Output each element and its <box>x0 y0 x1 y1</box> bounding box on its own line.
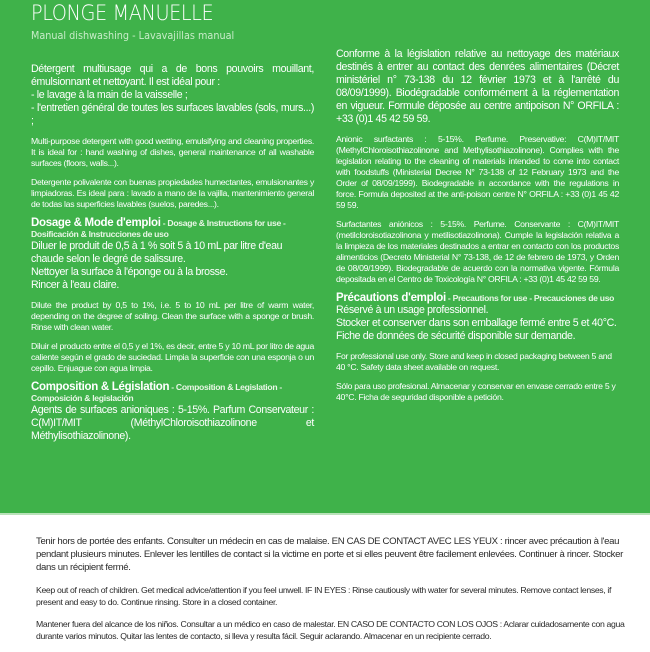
safety-es: Mantener fuera del alcance de los niños. Consultar a un médico en caso de malestar. EN CASO DE CONTACTO CON LOS OJOS : Aclarar cuidadosamente con agua durante varios minutos. Quitar las lentes de contacto, si lleva y resulta fácil. Seguir aclarando. Almacenar en un recipiente cerrado. <box>36 619 625 641</box>
safety-en: Keep out of reach of children. Get medical advice/attention if you feel unwell. IF IN EYES : Rinse cautiously with water for several minutes. Remove contact lenses, if present and easy to do. Continue rinsing. Store in a closed container. <box>36 585 612 607</box>
legislation-fr: Conforme à la législation relative au nettoyage des matériaux destinés à entrer au contact des denrées alimentaires (Décret ministériel n° 73-138 du 12 février 1973 et à l'arrêté du 08/09/1999). Biodégradable conformément à la réglementation en vigueur. Formule déposée au centre antipoison N° ORFILA : +33 (0)1 45 42 59 59. <box>336 48 619 125</box>
precautions-heading-fr: Précautions d'emploi <box>336 292 446 304</box>
precautions-heading-translations: - Precautions for use - Precauciones de uso <box>445 293 615 303</box>
precautions-fr-line: Fiche de données de sécurité disponible sur demande. <box>336 330 576 342</box>
dosage-fr <box>31 240 314 292</box>
dosage-heading <box>31 218 314 240</box>
composition-es: Surfactantes aniónicos : 5-15%. Perfume. Conservante : C(M)IT/MIT (metilcloroisotiazolinona y metilisotiazolinona). Cumple la legislación relativa a la limpieza de los materiales destinados a entrar en contacto con los productos alimenticios (Decreto Ministerial N° 73-138, de 12 de febrero de 1973, y Orden de 08/09/1999). Biodegradable de acuerdo con la normativa vigente. Fórmula depositada en el Centro de Toxicología N° ORFILA : +33 (0)1 45 42 59 59. <box>336 219 619 284</box>
dosage-fr-line: Nettoyer la surface à l'éponge ou à la brosse. <box>31 266 228 278</box>
dosage-heading-fr: Dosage & Mode d'emploi <box>31 217 161 229</box>
intro-fr <box>31 63 314 128</box>
precautions-heading <box>336 293 619 304</box>
dosage-es: Diluir el producto entre el 0,5 y el 1%, es decir, entre 5 y 10 mL por litro de agua caliente según el grado de suciedad. Limpia la superficie con una esponja o un cepillo. Enjuague con agua limpia. <box>31 341 314 373</box>
dosage-fr-line: Rincer à l'eau claire. <box>31 279 119 291</box>
composition-fr: Agents de surfaces anioniques : 5-15%. Parfum Conservateur : C(M)IT/MIT (MéthylChloroisothiazolinone et Méthylisothiazolinone). <box>31 404 314 442</box>
safety-fr: Tenir hors de portée des enfants. Consulter un médecin en cas de malaise. EN CAS DE CONTACT AVEC LES YEUX : rincer avec précaution à l'eau pendant plusieurs minutes. Enlever les lentilles de contact si la victime en porte et si elles peuvent être facilement enlevées. Continuer à rincer. Stocker dans un récipient fermé. <box>36 536 623 573</box>
dosage-en: Dilute the product by 0,5 to 1%, i.e. 5 to 10 mL per litre of warm water, depending on the degree of soiling. Clean the surface with a sponge or brush. Rinse with clean water. <box>31 300 314 332</box>
dosage-fr-line: Diluer le produit de 0,5 à 1 % soit 5 à 10 mL par litre d'eau chaude selon le degré de salissure. <box>31 240 283 265</box>
composition-heading-fr: Composition & Législation <box>31 381 170 393</box>
left-column <box>31 63 314 451</box>
intro-fr-bullet: - l'entretien général de toutes les surfaces lavables (sols, murs...) ; <box>31 102 314 127</box>
precautions-fr <box>336 304 619 343</box>
precautions-fr-line: Réservé à un usage professionnel. <box>336 304 489 316</box>
product-title: PLONGE MANUELLE <box>31 1 214 25</box>
precautions-en: For professional use only. Store and keep in closed packaging between 5 and 40 °C. Safety data sheet available on request. <box>336 351 612 372</box>
intro-fr-bullet: - le lavage à la main de la vaisselle ; <box>31 89 188 101</box>
intro-en: Multi-purpose detergent with good wetting, emulsifying and cleaning properties. It is ideal for : hand washing of dishes, general maintenance of all washable surfaces (floors, walls...). <box>31 136 314 168</box>
composition-en: Anionic surfactants : 5-15%. Perfume. Preservative: C(M)IT/MIT (MethylChloroisothiazolinone and Methylisothiazolinone). Complies with the legislation relating to the cleaning of materials intended to come into contact with foodstuffs (Ministerial Decree N° 73-138 of 12 February 1973 and the Order of 08/09/1999). Biodegradable in accordance with the regulations in force. Formula deposited at the anti-poison centre N° ORFILA : +33 (0)1 45 42 59 59. <box>336 134 619 210</box>
dosage-heading-translations: - Dosage & Instructions for use - Dosificación & Instrucciones de uso <box>31 218 286 239</box>
intro-fr-text: Détergent multiusage qui a de bons pouvoirs mouillant, émulsionnant et nettoyant. Il est idéal pour : <box>31 63 314 88</box>
intro-es: Detergente polivalente con buenas propiedades humectantes, emulsionantes y limpiadoras. Es ideal para : lavado a mano de la vajilla, mantenimiento general de todas las superficies lavables (suelos, paredes...). <box>31 177 314 209</box>
product-subtitle: Manual dishwashing - Lavavajillas manual <box>31 30 235 42</box>
safety-footer <box>0 513 650 652</box>
composition-heading-translations: - Composition & Legislation - Composición & legislación <box>31 382 282 403</box>
composition-heading <box>31 382 314 404</box>
precautions-es: Sólo para uso profesional. Almacenar y conservar en envase cerrado entre 5 y 40°C. Ficha de seguridad disponible a petición. <box>336 381 616 402</box>
precautions-fr-line: Stocker et conserver dans son emballage fermé entre 5 et 40°C. <box>336 317 617 329</box>
right-column <box>336 48 619 411</box>
